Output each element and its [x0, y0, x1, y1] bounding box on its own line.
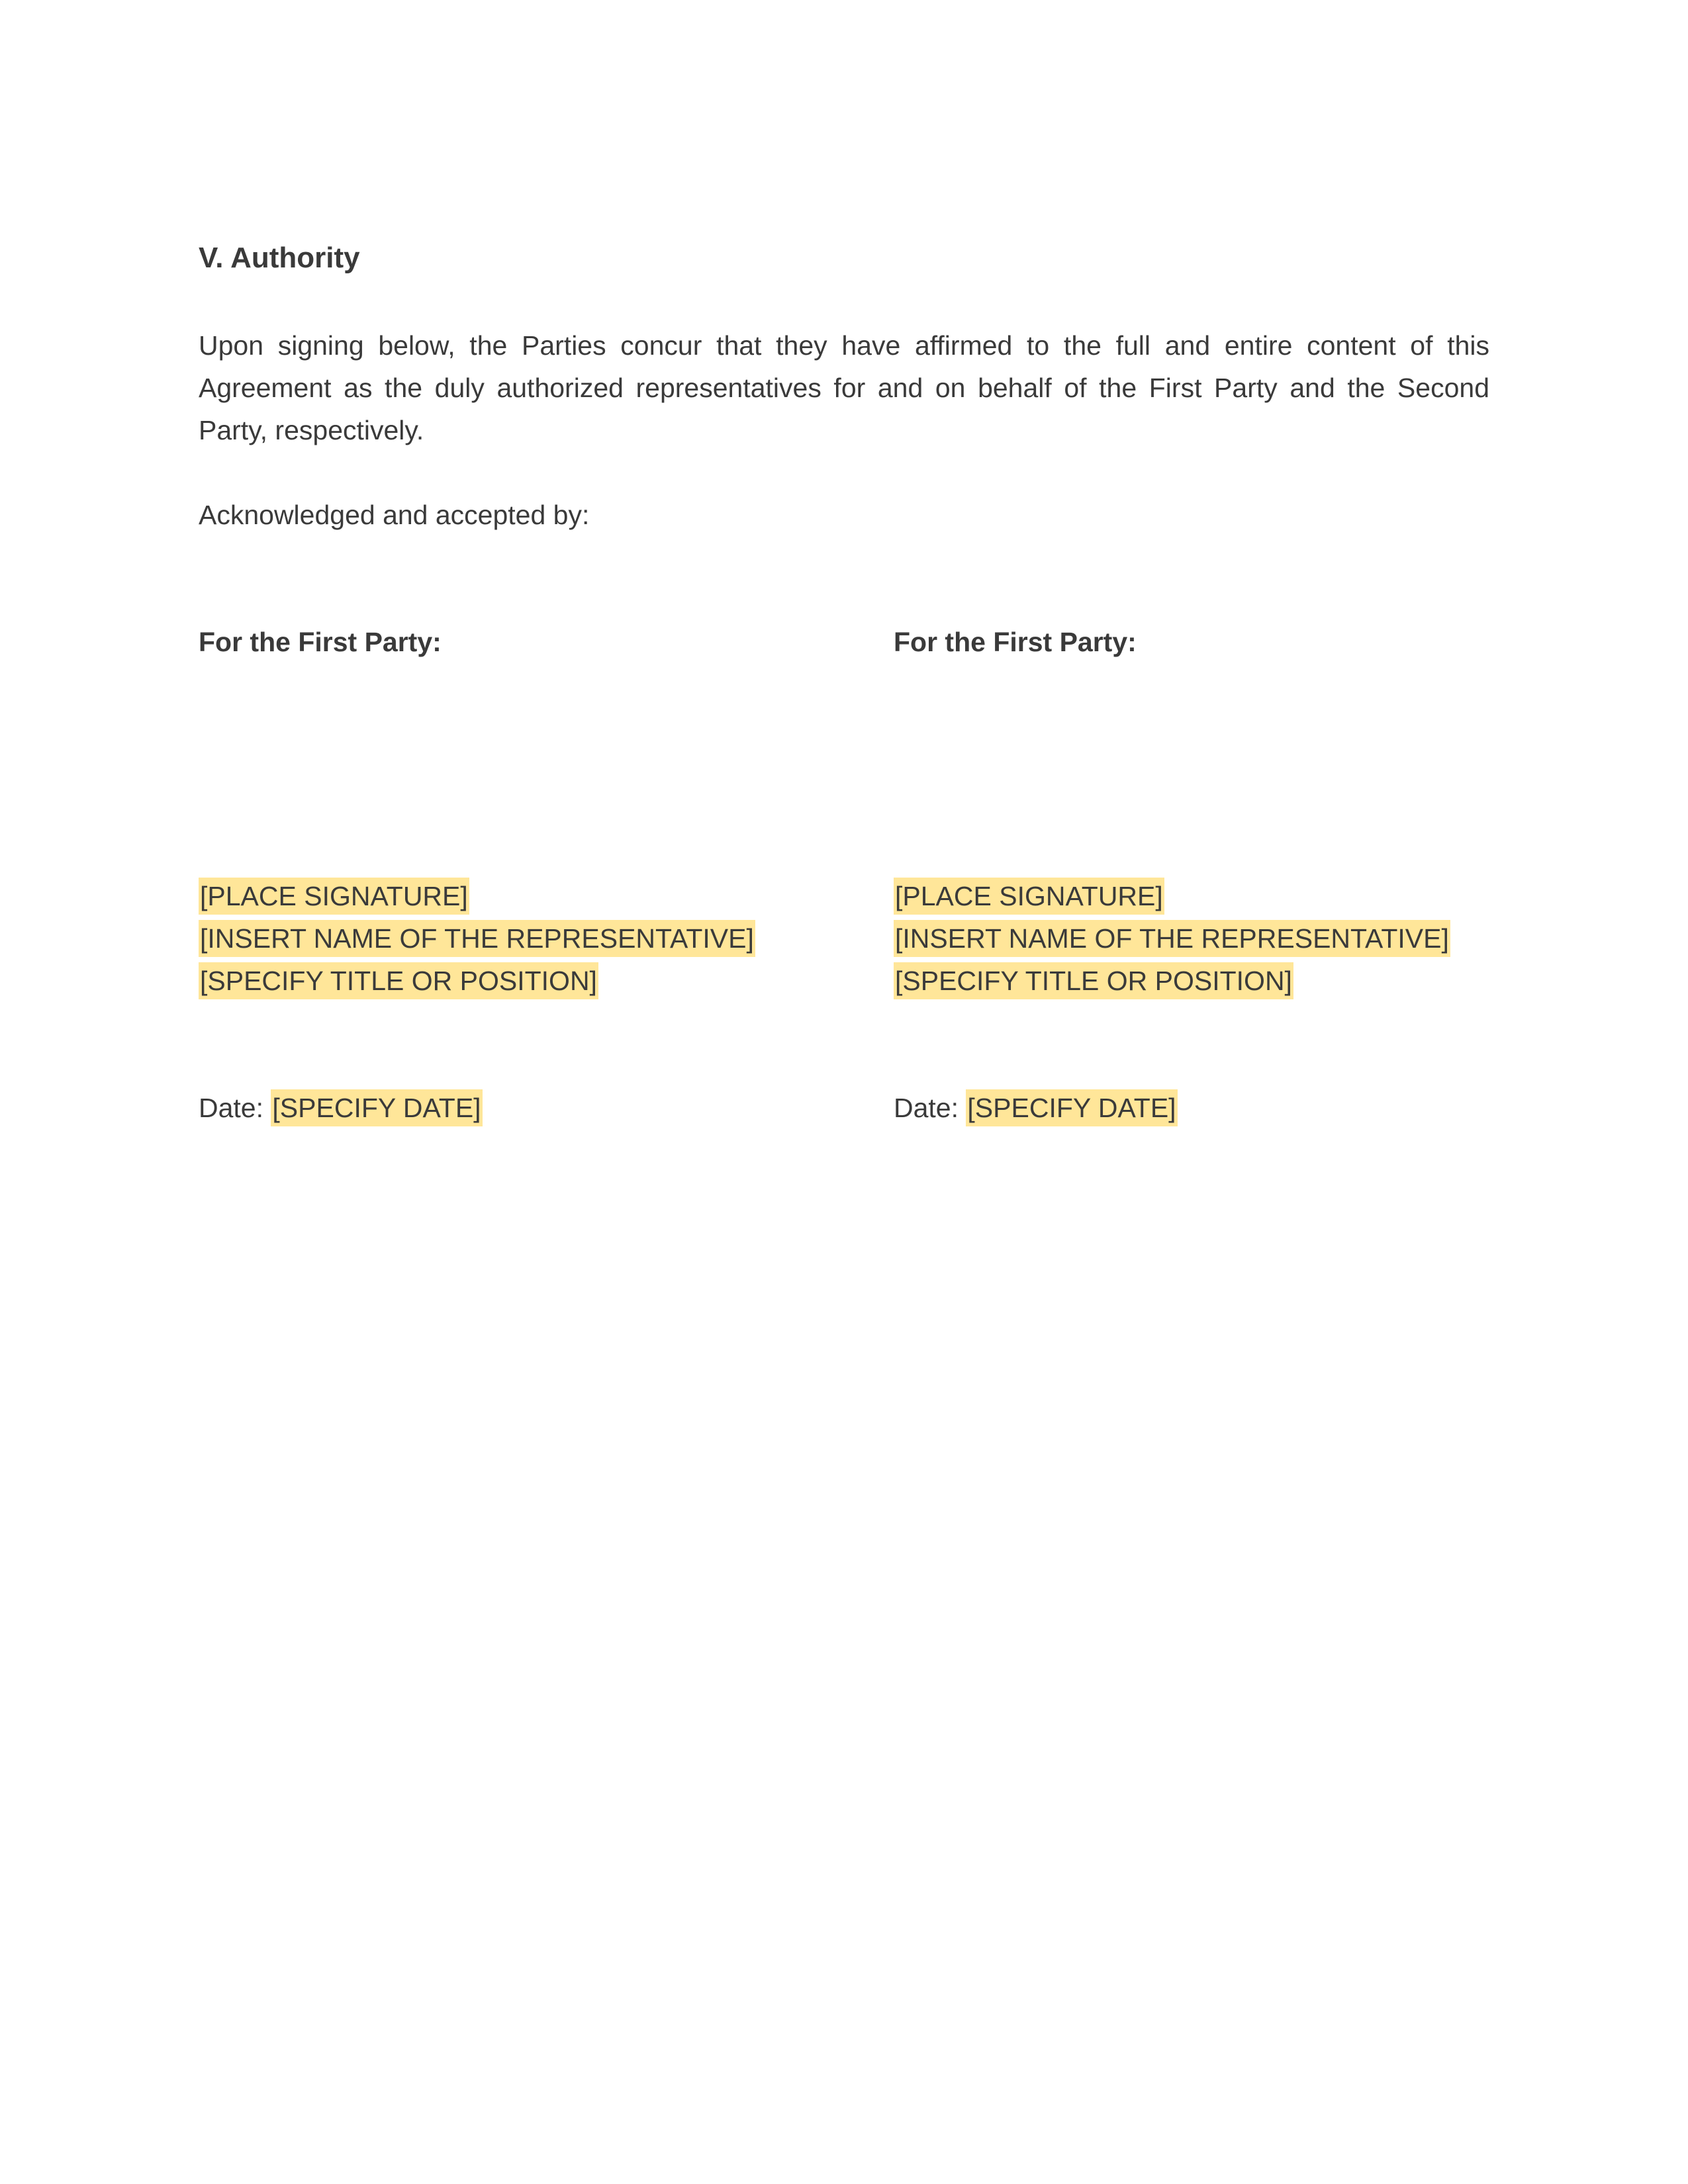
party-block-right: [894, 621, 1529, 1129]
party-heading: For the First Party:: [199, 627, 442, 657]
party-block-left: [199, 621, 834, 1129]
party-heading: For the First Party:: [894, 627, 1137, 657]
date-line: [894, 1087, 1529, 1129]
date-label: Date:: [894, 1093, 959, 1123]
date-label: Date:: [199, 1093, 263, 1123]
document-content: [199, 238, 1489, 1150]
title-placeholder: [SPECIFY TITLE OR POSITION]: [199, 962, 598, 999]
authority-paragraph: Upon signing below, the Parties concur that they have affirmed to the full and entire content of this Agreement as the duly authorized representatives for and on behalf of the First Party and the Second Party, respectively.: [199, 330, 1489, 445]
signature-placeholder: [PLACE SIGNATURE]: [894, 878, 1164, 915]
date-placeholder: [SPECIFY DATE]: [271, 1089, 482, 1126]
date-line: [199, 1087, 834, 1129]
section-heading: V. Authority: [199, 242, 360, 274]
signature-block: [894, 875, 1529, 1002]
title-placeholder: [SPECIFY TITLE OR POSITION]: [894, 962, 1293, 999]
signature-columns: [199, 621, 1489, 1150]
representative-name-placeholder: [INSERT NAME OF THE REPRESENTATIVE]: [894, 920, 1450, 957]
representative-name-placeholder: [INSERT NAME OF THE REPRESENTATIVE]: [199, 920, 755, 957]
date-placeholder: [SPECIFY DATE]: [966, 1089, 1177, 1126]
signature-placeholder: [PLACE SIGNATURE]: [199, 878, 469, 915]
acknowledgement-text: Acknowledged and accepted by:: [199, 500, 590, 530]
signature-block: [199, 875, 834, 1002]
